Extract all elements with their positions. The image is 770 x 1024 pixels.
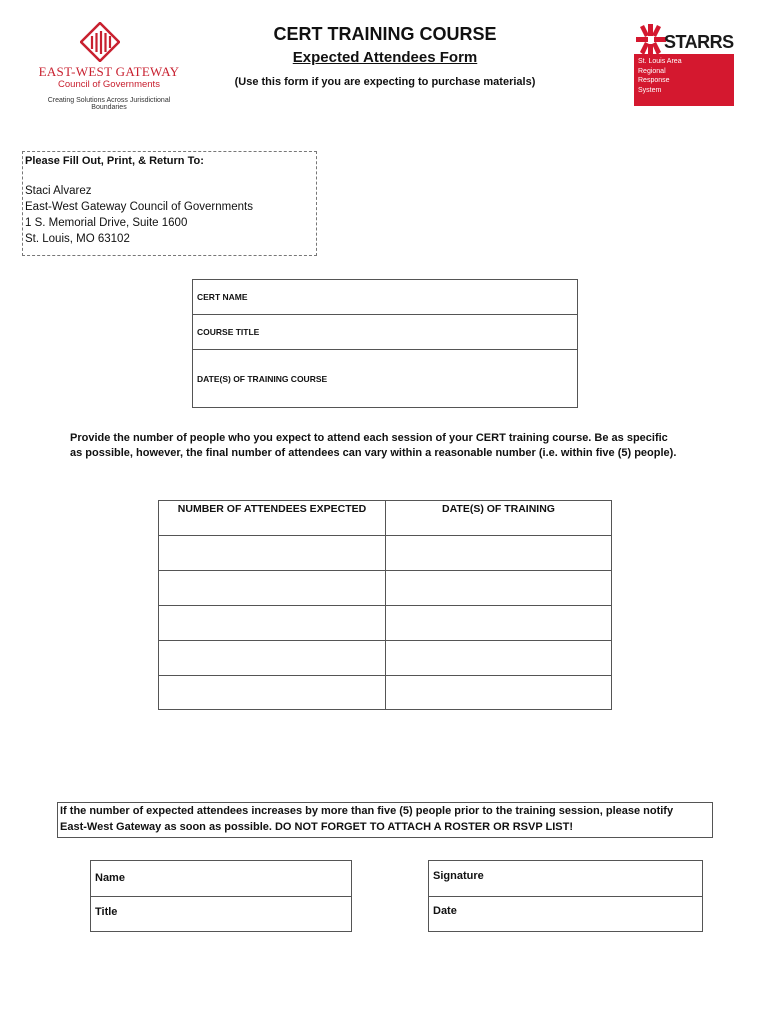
title-field[interactable]	[91, 897, 351, 931]
form-note: (Use this form if you are expecting to purchase materials)	[234, 76, 536, 88]
starrs-starburst-icon	[634, 22, 668, 58]
ewg-logo-sub: Council of Governments	[58, 79, 160, 90]
attendees-cell[interactable]	[159, 536, 385, 570]
attendees-cell[interactable]	[159, 606, 385, 640]
instructions-line: as possible, however, the final number of attendees can vary within a reasonable number (i.e. within five (5) people).	[70, 447, 677, 459]
warning-line: East-West Gateway as soon as possible. DO NOT FORGET TO ATTACH A ROSTER OR RSVP LIST!	[60, 821, 574, 833]
field-label: Name	[95, 872, 125, 884]
name-title-box	[90, 860, 352, 932]
column-header-dates: DATE(S) OF TRAINING	[442, 503, 555, 515]
ewg-logo-tagline: Creating Solutions Across Jurisdictional Boundaries	[47, 97, 171, 111]
return-address-box	[22, 151, 317, 256]
address-line: 1 S. Memorial Drive, Suite 1600	[25, 217, 188, 229]
east-west-gateway-logo	[34, 22, 184, 110]
dates-cell[interactable]	[386, 606, 611, 640]
dates-cell[interactable]	[386, 536, 611, 570]
ewg-diamond-icon	[80, 22, 120, 62]
name-field[interactable]	[91, 861, 351, 896]
starrs-logo-name: STARRS	[664, 32, 734, 52]
starrs-line: St. Louis Area	[638, 58, 682, 65]
dates-cell[interactable]	[386, 676, 611, 709]
address-line: St. Louis, MO 63102	[25, 233, 130, 245]
cert-name-field[interactable]	[193, 280, 577, 315]
starrs-line: Response	[638, 77, 670, 84]
starrs-line: System	[638, 86, 662, 94]
return-heading: Please Fill Out, Print, & Return To:	[25, 155, 204, 167]
starrs-logo-lines	[638, 57, 682, 95]
roster-warning	[57, 802, 713, 838]
address-line: East-West Gateway Council of Governments	[25, 201, 253, 213]
address-line: Staci Alvarez	[25, 185, 92, 197]
field-label: DATE(S) OF TRAINING COURSE	[197, 374, 328, 384]
instructions-text	[70, 431, 730, 461]
page-title: CERT TRAINING COURSE	[273, 24, 497, 44]
attendees-cell[interactable]	[159, 571, 385, 605]
field-label: CERT NAME	[197, 292, 248, 302]
attendees-table	[158, 500, 612, 710]
training-dates-field[interactable]	[193, 350, 577, 407]
date-field[interactable]	[429, 897, 702, 931]
field-label: COURSE TITLE	[197, 327, 260, 337]
return-address	[25, 183, 253, 247]
field-label: Title	[95, 906, 118, 918]
starrs-line: Regional	[638, 67, 666, 75]
field-label: Signature	[433, 870, 484, 882]
field-label: Date	[433, 905, 457, 917]
warning-line: If the number of expected attendees increases by more than five (5) people prior to the training session, please notify	[60, 805, 674, 817]
attendees-cell[interactable]	[159, 641, 385, 675]
signature-field[interactable]	[429, 861, 702, 896]
ewg-logo-name: EAST-WEST GATEWAY	[38, 64, 180, 79]
course-title-field[interactable]	[193, 315, 577, 350]
starrs-logo	[632, 22, 734, 106]
dates-cell[interactable]	[386, 641, 611, 675]
signature-date-box	[428, 860, 703, 932]
column-header-attendees: NUMBER OF ATTENDEES EXPECTED	[177, 503, 367, 515]
instructions-line: Provide the number of people who you expect to attend each session of your CERT training course. Be as specific	[70, 432, 668, 444]
attendees-cell[interactable]	[159, 676, 385, 709]
course-info-table	[192, 279, 578, 408]
form-subtitle: Expected Attendees Form	[292, 49, 478, 66]
dates-cell[interactable]	[386, 571, 611, 605]
